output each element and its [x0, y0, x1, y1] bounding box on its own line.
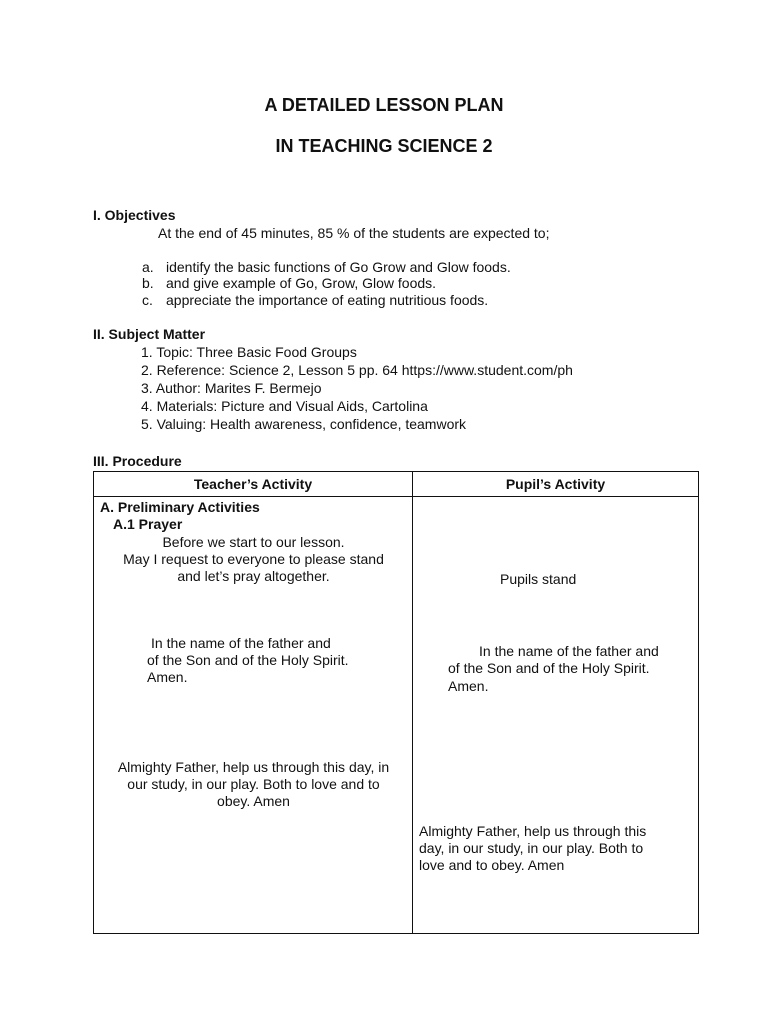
teacher-intro-line: Before we start to our lesson. — [162, 534, 345, 550]
procedure-table — [93, 471, 699, 934]
procedure-body-row — [94, 497, 699, 934]
teacher-prayer-line: In the name of the father and — [151, 635, 331, 651]
document-title: A DETAILED LESSON PLAN — [264, 95, 504, 115]
subject-matter-item: 3. Author: Marites F. Bermejo — [141, 380, 322, 396]
objective-text: identify the basic functions of Go Grow and Glow foods. — [166, 259, 511, 275]
pupil-prayer-2-line: Almighty Father, help us through this — [419, 823, 647, 839]
subject-matter-item: 2. Reference: Science 2, Lesson 5 pp. 64 https://www.student.com/ph — [141, 362, 573, 378]
objective-item — [142, 292, 488, 309]
teacher-prayer-line: Amen. — [147, 669, 188, 685]
subject-matter-item: 1. Topic: Three Basic Food Groups — [141, 344, 357, 360]
objective-marker: a. — [142, 259, 154, 275]
objective-marker: b. — [142, 275, 154, 291]
teacher-intro-line: and let’s pray altogether. — [177, 568, 330, 584]
objective-text: and give example of Go, Grow, Glow foods. — [166, 275, 437, 291]
teacher-intro — [94, 534, 413, 585]
pupil-activity-header: Pupil’s Activity — [413, 472, 699, 497]
subject-matter-item: 4. Materials: Picture and Visual Aids, Cartolina — [141, 398, 428, 414]
pupil-prayer-line: In the name of the father and — [479, 643, 659, 659]
objective-item — [142, 259, 511, 276]
teacher-intro-line: May I request to everyone to please stand — [123, 551, 384, 567]
pupil-stand-text: Pupils stand — [500, 571, 577, 587]
teacher-prayer-line: of the Son and of the Holy Spirit. — [147, 652, 349, 668]
prayer-subheading: A.1 Prayer — [113, 516, 183, 532]
document-subtitle: IN TEACHING SCIENCE 2 — [275, 136, 493, 156]
pupil-prayer-2-line: love and to obey. Amen — [419, 857, 565, 873]
pupil-prayer-2-line: day, in our study, in our play. Both to — [419, 840, 644, 856]
objective-item — [142, 275, 436, 292]
preliminary-activities-heading: A. Preliminary Activities — [100, 499, 260, 515]
procedure-header-row — [94, 472, 699, 497]
teacher-prayer-2-line: obey. Amen — [217, 793, 290, 809]
procedure-heading: III. Procedure — [93, 453, 182, 469]
pupil-prayer-2 — [419, 823, 646, 874]
teacher-prayer-2 — [94, 759, 413, 810]
teacher-activity-header: Teacher’s Activity — [94, 472, 413, 497]
subject-matter-item: 5. Valuing: Health awareness, confidence, teamwork — [141, 416, 467, 432]
teacher-prayer-2-line: Almighty Father, help us through this day, in — [117, 759, 390, 775]
objective-text: appreciate the importance of eating nutritious foods. — [166, 292, 489, 308]
pupil-activity-cell — [413, 497, 699, 934]
pupil-prayer-line: of the Son and of the Holy Spirit. — [448, 660, 650, 676]
teacher-prayer-2-line: our study, in our play. Both to love and to — [127, 776, 380, 792]
objectives-heading: I. Objectives — [93, 207, 176, 223]
objectives-intro: At the end of 45 minutes, 85 % of the students are expected to; — [158, 225, 550, 241]
teacher-activity-cell — [94, 497, 413, 934]
pupil-prayer-line: Amen. — [448, 678, 489, 694]
subject-matter-heading: II. Subject Matter — [93, 326, 206, 342]
objective-marker: c. — [142, 292, 153, 308]
